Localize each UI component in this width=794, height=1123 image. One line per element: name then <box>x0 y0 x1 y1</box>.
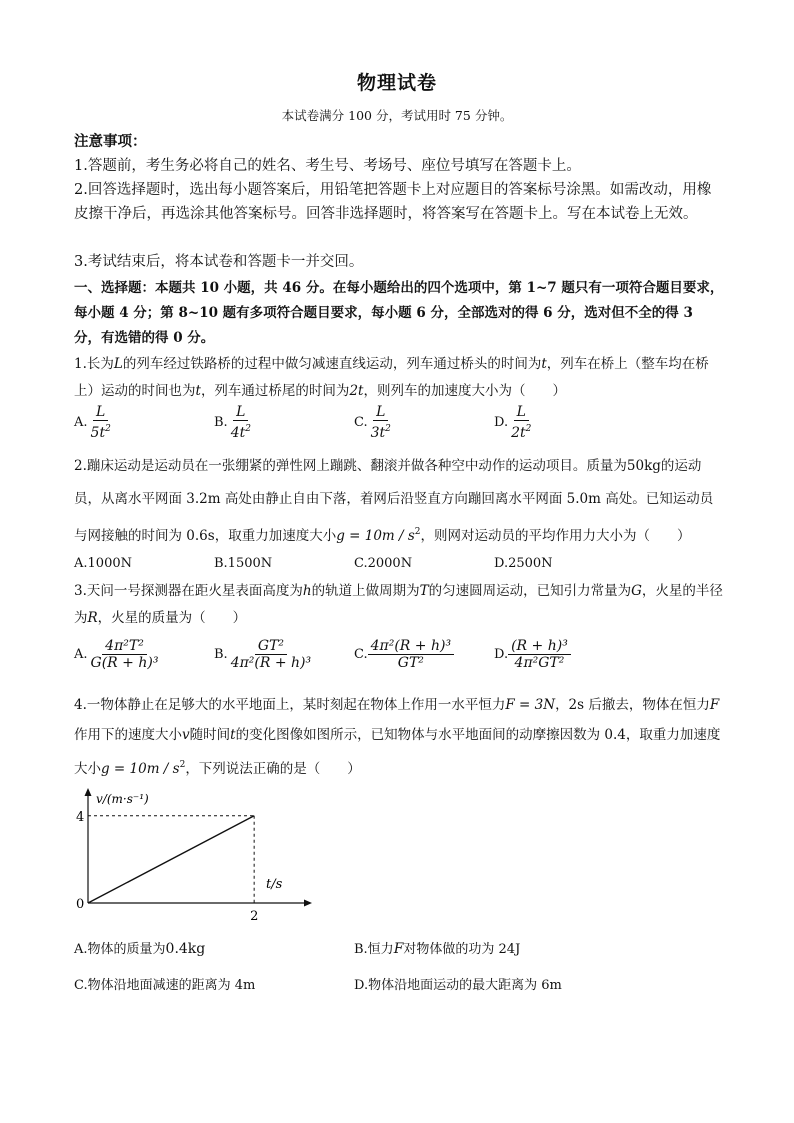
denominator: GT² <box>397 655 424 671</box>
numerator: L <box>93 404 108 421</box>
q3-option-c[interactable] <box>354 638 454 671</box>
fraction <box>508 404 534 441</box>
exponent: 2 <box>179 760 186 770</box>
q4-option-b[interactable] <box>354 938 520 957</box>
q1-var-l: L <box>113 356 123 372</box>
option-text: 对物体做的功为 24J <box>403 942 521 957</box>
x-tick-label: 2 <box>250 909 259 924</box>
numerator: L <box>514 404 529 421</box>
q4-force: F = 3N <box>505 697 556 713</box>
q2-option-c[interactable]: C.2000N <box>354 556 413 571</box>
fraction <box>228 638 314 671</box>
y-axis-arrow-icon <box>85 788 92 796</box>
option-label: A. <box>74 647 88 662</box>
note-item-3: 3.考试结束后，将本试卷和答题卡一并交回。 <box>74 254 364 270</box>
option-label: B. <box>214 415 228 430</box>
q4-text: 4.一物体静止在足够大的水平地面上，某时刻起在物体上作用一水平恒力 <box>74 697 506 713</box>
fraction <box>228 404 254 441</box>
q3-option-a[interactable] <box>74 638 161 671</box>
q2-option-b[interactable]: B.1500N <box>214 556 273 571</box>
q1-var-t: t <box>541 356 547 372</box>
numerator: 4π²T² <box>102 638 147 655</box>
fraction <box>368 638 454 671</box>
exponent: 2 <box>245 424 251 434</box>
q3-text: 的匀速圆周运动，已知引力常量为 <box>428 583 632 599</box>
q4-gravity: g = 10m / s <box>101 761 180 777</box>
q1-text: ，列车通过桥尾的时间为 <box>200 383 350 399</box>
option-label: B. <box>214 647 228 662</box>
q3-var-g: G <box>631 583 642 599</box>
q2-gravity: g = 10m / s <box>336 528 415 544</box>
q4-option-c[interactable]: C.物体沿地面减速的距离为 4m <box>74 978 256 993</box>
question-3 <box>74 578 724 632</box>
q4-text: 随时间 <box>189 727 231 743</box>
exponent: 2 <box>414 527 421 537</box>
numerator: 4π²(R + h)³ <box>368 638 454 655</box>
question-1 <box>74 351 724 405</box>
denominator: 4π²(R + h)³ <box>230 655 312 671</box>
q1-option-a[interactable] <box>74 404 114 441</box>
numerator: L <box>373 404 388 421</box>
y-tick-label: 4 <box>76 809 85 825</box>
velocity-time-graph <box>66 784 316 924</box>
q1-var-2t: 2t <box>349 383 364 399</box>
q3-text: 的轨道上做周期为 <box>311 583 420 599</box>
q3-var-r: R <box>87 610 98 626</box>
q4-options-row-1 <box>74 938 724 958</box>
option-value: 0.4kg <box>165 941 206 957</box>
page-title: 物理试卷 <box>356 72 437 94</box>
exam-info: 本试卷满分 100 分，考试用时 75 分钟。 <box>281 108 513 123</box>
option-label: D. <box>494 647 509 662</box>
x-axis-arrow-icon <box>304 900 312 907</box>
note-item-2: 2.回答选择题时，选出每小题答案后，用铅笔把答题卡上对应题目的答案标号涂黑。如需改动，用橡皮擦干净后，再选涂其他答案标号。回答非选择题时，将答案写在答题卡上。写在本试卷上无效。 <box>74 182 712 222</box>
numerator: GT² <box>255 638 287 655</box>
q2-text: 2.蹦床运动是运动员在一张绷紧的弹性网上蹦跳、翻滚并做各种空中动作的运动项目。质量为 <box>74 458 627 474</box>
denominator: 2t <box>511 425 526 441</box>
denominator: 4π²GT² <box>514 655 565 671</box>
q4-var-f: F <box>709 697 720 713</box>
q2-option-d[interactable]: D.2500N <box>494 556 553 571</box>
q1-option-c[interactable] <box>354 404 394 441</box>
fraction <box>508 638 571 671</box>
denominator: 3t <box>370 425 386 441</box>
q2-text: ，则网对运动员的平均作用力大小为（ ） <box>420 528 691 544</box>
q3-var-t: T <box>419 583 429 599</box>
option-text: A.物体的质量为 <box>74 942 166 957</box>
q3-option-d[interactable] <box>494 638 571 671</box>
velocity-series-line <box>88 816 254 903</box>
option-label: C. <box>354 415 368 430</box>
q1-text: 的列车经过铁路桥的过程中做匀减速直线运动，列车通过桥头的时间为 <box>122 356 542 372</box>
q4-var-t: t <box>230 727 236 743</box>
exponent: 2 <box>105 424 111 434</box>
q4-option-d[interactable]: D.物体沿地面运动的最大距离为 6m <box>354 978 562 993</box>
numerator: (R + h)³ <box>508 638 571 655</box>
section-header: 一、选择题：本题共 10 小题，共 46 分。在每小题给出的四个选项中，第 1~7 题只有一项符合题目要求，每小题 4 分；第 8~10 题有多项符合题目要求，每小题 6 分，全部选对的得 6 分，选对但不全的得 3 分，有选错的得 0 分。 <box>74 280 724 346</box>
fraction <box>368 404 394 441</box>
q1-text: ，则列车的加速度大小为（ ） <box>363 383 566 399</box>
exponent: 2 <box>525 424 532 434</box>
option-label: C. <box>354 647 368 662</box>
q3-text: 3.天问一号探测器在距火星表面高度为 <box>74 583 303 599</box>
option-text: B.恒力 <box>354 942 394 957</box>
question-4 <box>74 690 724 784</box>
q3-text: ，火星的质量为（ ） <box>97 610 247 626</box>
q1-options <box>74 404 724 444</box>
q2-option-a[interactable]: A.1000N <box>74 556 132 571</box>
q4-text: 的变化图像如图所示，已知物体与水平地面间的动摩擦因数为 0.4，取重力加速度大小 <box>74 727 721 777</box>
denominator: G(R + h)³ <box>90 655 159 671</box>
notes-heading: 注意事项： <box>74 133 147 150</box>
q3-option-b[interactable] <box>214 638 314 671</box>
q2-options <box>74 556 724 576</box>
y-axis-label: v/(m·s⁻¹) <box>96 792 149 806</box>
exponent: 2 <box>385 424 391 434</box>
q4-options-row-2 <box>74 974 724 994</box>
option-value: F <box>393 941 404 957</box>
fraction <box>88 404 114 441</box>
q2-text: 的运动员，从离水平网面 3.2m 高处由静止自由下落，着网后沿竖直方向蹦回离水平网面 5.0m 高处。已知运动员与网接触的时间为 0.6s，取重力加速度大小 <box>74 458 714 544</box>
q3-text: ，火星的半径为 <box>74 583 723 626</box>
q1-var-t: t <box>195 383 201 399</box>
denominator: 4t <box>230 425 246 441</box>
q1-text: 1.长为 <box>74 356 114 372</box>
option-label: A. <box>74 415 88 430</box>
q1-option-b[interactable] <box>214 404 254 441</box>
q4-var-v: v <box>182 727 190 743</box>
q4-text: 作用下的速度大小 <box>74 727 182 743</box>
fraction <box>88 638 162 671</box>
note-item-1: 1.答题前，考生务必将自己的姓名、考生号、考场号、座位号填写在答题卡上。 <box>74 158 581 174</box>
q1-option-d[interactable] <box>494 404 534 441</box>
q3-var-h: h <box>302 583 312 599</box>
q4-text: ，下列说法正确的是（ ） <box>185 761 361 777</box>
numerator: L <box>233 404 248 421</box>
question-2 <box>74 450 724 553</box>
q2-mass: 50kg <box>626 458 661 474</box>
option-label: D. <box>494 415 509 430</box>
x-axis-label: t/s <box>266 877 283 892</box>
denominator: 5t <box>90 425 106 441</box>
origin-label: 0 <box>76 897 85 912</box>
q1-text: ，列车在桥上（整车均在桥上）运动的时间也为 <box>74 356 709 399</box>
q3-options <box>74 638 724 680</box>
q4-text: ，2s 后撤去，物体在恒力 <box>555 697 710 713</box>
q4-option-a[interactable] <box>74 938 205 957</box>
